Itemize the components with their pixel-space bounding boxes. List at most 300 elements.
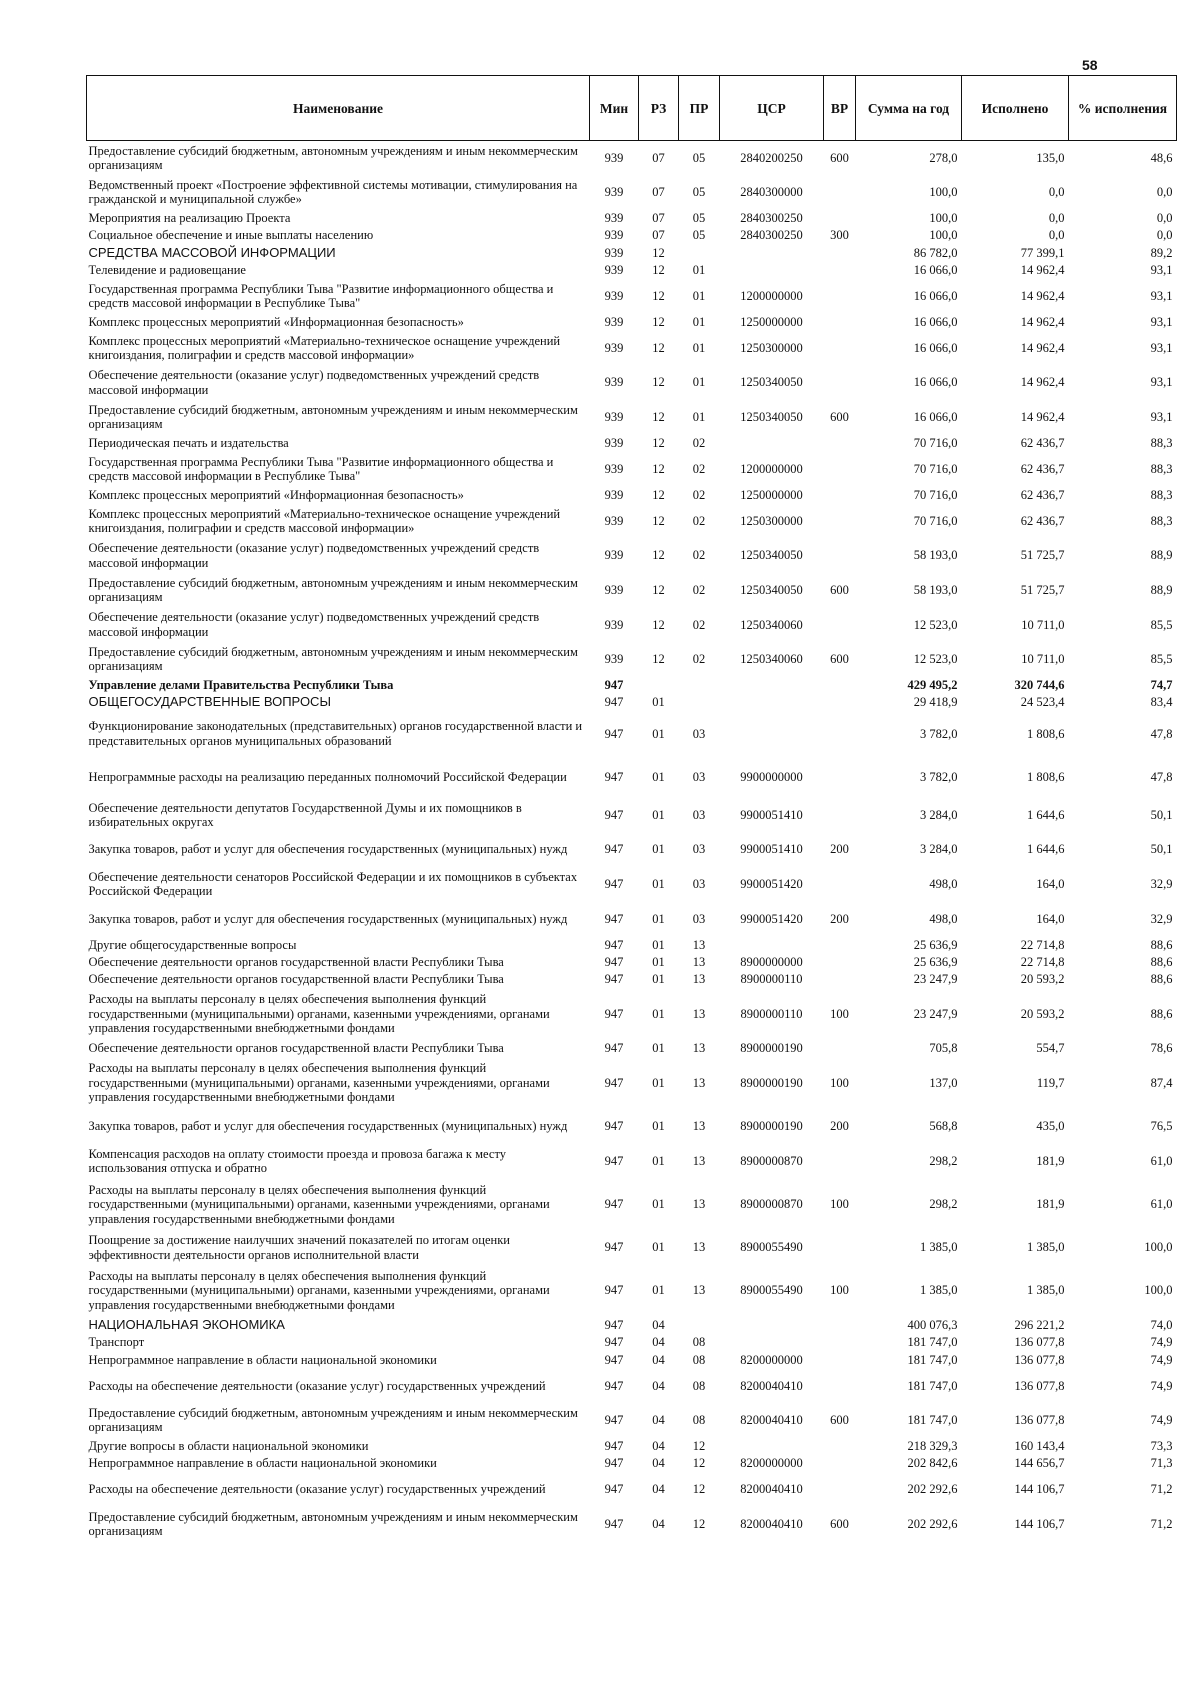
header-csr: ЦСР: [720, 76, 824, 141]
cell-csr: [720, 1438, 824, 1455]
cell-csr: 8900000190: [740, 1119, 803, 1134]
table-row: [87, 504, 1177, 539]
cell-pr: 03: [692, 769, 706, 784]
cell-rz: 04: [652, 1456, 665, 1471]
cell-csr: [720, 1334, 824, 1351]
cell-sum: 16 066,0: [913, 375, 958, 390]
cell-min: 939: [604, 435, 624, 450]
cell-name: Расходы на выплаты персоналу в целях обеспечения выполнения функций государственными (муниципальными) органами, казенными учреждениями, органами управления государственными внебюджетными фондами: [88, 1268, 550, 1312]
cell-percent: 88,6: [1150, 937, 1173, 952]
cell-percent: 71,2: [1150, 1517, 1173, 1531]
cell-sum: 705,8: [929, 1041, 958, 1056]
cell-rz: 04: [652, 1335, 665, 1350]
cell-name: Государственная программа Республики Тыва "Развитие информационного общества и средств массовой информации в Республике Тыва": [88, 281, 554, 311]
cell-percent: 71,3: [1150, 1456, 1173, 1471]
cell-done: 119,7: [1036, 1075, 1065, 1090]
cell-vr: [824, 1472, 856, 1507]
cell-percent: 88,3: [1150, 487, 1173, 502]
cell-sum: 181 747,0: [907, 1413, 958, 1428]
cell-rz: 01: [652, 1075, 665, 1090]
table-row: [87, 227, 1177, 244]
cell-rz: 04: [652, 1482, 665, 1497]
cell-done: 10 711,0: [1021, 652, 1065, 667]
cell-min: 939: [604, 288, 624, 303]
cell-pr: 12: [692, 1517, 706, 1531]
table-row: [87, 1230, 1177, 1265]
cell-percent: 61,0: [1150, 1197, 1173, 1211]
cell-pr: 01: [692, 410, 706, 424]
cell-sum: 23 247,9: [913, 1006, 958, 1021]
cell-done: 181,9: [1036, 1153, 1065, 1168]
cell-pr: 02: [692, 617, 706, 632]
cell-percent: 0,0: [1156, 228, 1173, 243]
cell-name: Компенсация расходов на оплату стоимости проезда и провоза багажа к месту использования отпуска и обратно: [88, 1146, 506, 1176]
cell-rz: 12: [652, 288, 665, 303]
cell-vr: [824, 538, 856, 573]
cell-percent: 73,3: [1150, 1439, 1173, 1454]
cell-rz: 12: [652, 340, 665, 355]
cell-sum: 16 066,0: [913, 340, 958, 355]
cell-vr: [824, 1040, 856, 1057]
cell-sum: 568,8: [929, 1119, 958, 1134]
cell-csr: 8900000870: [740, 1197, 803, 1211]
cell-vr: [824, 504, 856, 539]
cell-pr: 03: [692, 842, 706, 857]
cell-min: 947: [604, 1517, 624, 1531]
cell-min: 947: [604, 1378, 624, 1393]
cell-percent: 88,6: [1150, 1006, 1173, 1021]
cell-min: 947: [604, 1283, 624, 1298]
cell-pr: 13: [692, 1075, 706, 1090]
cell-pr: 02: [692, 582, 706, 597]
cell-pr: 03: [692, 807, 706, 822]
cell-rz: 01: [652, 1041, 665, 1056]
cell-csr: 1200000000: [740, 288, 803, 303]
cell-csr: 8900000190: [740, 1075, 803, 1090]
cell-pr: 02: [692, 487, 706, 502]
header-done: Исполнено: [962, 76, 1069, 141]
cell-csr: 8900055490: [740, 1283, 803, 1298]
cell-csr: 8200040410: [740, 1378, 803, 1393]
cell-percent: 48,6: [1150, 150, 1173, 165]
cell-min: 947: [604, 1153, 624, 1168]
table-row: [87, 1040, 1177, 1057]
cell-pr: 02: [692, 652, 706, 667]
cell-pr: 05: [692, 150, 706, 165]
cell-csr: 9900051410: [740, 842, 803, 857]
cell-sum: 58 193,0: [913, 582, 958, 597]
cell-name: Обеспечение деятельности органов государственной власти Республики Тыва: [88, 1041, 504, 1056]
cell-percent: 93,1: [1150, 340, 1173, 355]
cell-name: Непрограммное направление в области национальной экономики: [88, 1352, 437, 1367]
cell-percent: 32,9: [1150, 877, 1173, 892]
cell-rz: 04: [652, 1318, 665, 1333]
cell-sum: 16 066,0: [913, 314, 958, 329]
table-header-row: [87, 76, 1177, 141]
cell-pr: 03: [692, 877, 706, 892]
table-row: [87, 175, 1177, 210]
cell-sum: 429 495,2: [907, 678, 958, 693]
cell-pr: 02: [692, 548, 706, 563]
cell-vr: [824, 1369, 856, 1404]
cell-sum: 3 782,0: [920, 769, 958, 784]
cell-pr: 05: [692, 211, 706, 226]
cell-vr: 200: [830, 842, 849, 857]
cell-min: 939: [604, 245, 624, 260]
cell-percent: 87,4: [1150, 1075, 1173, 1090]
cell-percent: 47,8: [1150, 769, 1173, 784]
cell-name: Закупка товаров, работ и услуг для обеспечения государственных (муниципальных) нужд: [88, 842, 568, 857]
table-row: [87, 608, 1177, 643]
cell-done: 1 385,0: [1027, 1283, 1065, 1298]
cell-name: Предоставление субсидий бюджетным, автономным учреждениям и иным некоммерческим организациям: [88, 575, 578, 605]
cell-vr: [824, 486, 856, 503]
cell-name: ОБЩЕГОСУДАРСТВЕННЫЕ ВОПРОСЫ: [88, 694, 331, 710]
table-row: [87, 435, 1177, 452]
cell-pr: 08: [692, 1352, 706, 1367]
header-min: Мин: [590, 76, 639, 141]
cell-percent: 93,1: [1150, 262, 1173, 277]
cell-pr: 12: [692, 1482, 706, 1497]
cell-min: 947: [604, 1119, 624, 1134]
cell-csr: [720, 694, 824, 711]
cell-percent: 74,0: [1150, 1318, 1173, 1333]
cell-vr: [824, 331, 856, 366]
cell-min: 939: [604, 228, 624, 243]
cell-done: 1 644,6: [1027, 807, 1065, 822]
cell-sum: 16 066,0: [913, 288, 958, 303]
cell-rz: 01: [652, 1006, 665, 1021]
cell-percent: 100,0: [1144, 1283, 1173, 1298]
cell-csr: 8200040410: [740, 1517, 803, 1531]
cell-min: 947: [604, 842, 624, 857]
cell-pr: 01: [692, 340, 706, 355]
table-row: [87, 452, 1177, 487]
cell-done: 22 714,8: [1020, 937, 1065, 952]
cell-csr: 2840200250: [740, 150, 803, 165]
cell-vr: [824, 798, 856, 833]
cell-percent: 50,1: [1150, 842, 1173, 857]
cell-pr: 13: [692, 937, 706, 952]
header-sum: Сумма на год: [856, 76, 962, 141]
cell-name: Другие вопросы в области национальной экономики: [88, 1439, 369, 1454]
cell-percent: 93,1: [1150, 375, 1173, 390]
cell-name: Транспорт: [88, 1335, 145, 1350]
cell-rz: 07: [652, 150, 665, 165]
cell-vr: [824, 262, 856, 279]
cell-sum: 181 747,0: [907, 1352, 958, 1367]
cell-csr: 1250340060: [740, 652, 803, 667]
header-rz: РЗ: [639, 76, 679, 141]
cell-percent: 88,3: [1150, 435, 1173, 450]
cell-min: 939: [604, 185, 624, 200]
cell-min: 947: [604, 1197, 624, 1211]
cell-csr: 1250300000: [740, 340, 803, 355]
table-row: [87, 1507, 1177, 1542]
cell-min: 947: [604, 695, 624, 710]
cell-min: 939: [604, 211, 624, 226]
cell-done: 1 385,0: [1027, 1240, 1065, 1255]
cell-done: 14 962,4: [1020, 410, 1065, 424]
cell-vr: [824, 711, 856, 756]
cell-csr: 9900000000: [740, 769, 803, 784]
cell-name: Расходы на выплаты персоналу в целях обеспечения выполнения функций государственными (муниципальными) органами, казенными учреждениями, органами управления государственными внебюджетными фондами: [88, 1061, 550, 1105]
table-row: [87, 867, 1177, 902]
cell-vr: [824, 677, 856, 694]
cell-name: Предоставление субсидий бюджетным, автономным учреждениям и иным некоммерческим организациям: [88, 644, 578, 674]
cell-vr: [824, 313, 856, 330]
cell-done: 435,0: [1036, 1119, 1065, 1134]
cell-vr: [824, 756, 856, 798]
cell-csr: 1250300000: [740, 513, 803, 528]
cell-sum: 400 076,3: [907, 1318, 958, 1333]
cell-csr: 8900000000: [740, 954, 803, 969]
cell-rz: 12: [652, 487, 665, 502]
cell-min: 947: [604, 769, 624, 784]
cell-csr: [720, 244, 824, 261]
cell-min: 947: [604, 1006, 624, 1021]
table-row: [87, 832, 1177, 867]
cell-name: Расходы на обеспечение деятельности (оказание услуг) государственных учреждений: [88, 1378, 546, 1393]
cell-name: Обеспечение деятельности (оказание услуг) подведомственных учреждений средств массовой информации: [88, 541, 540, 570]
cell-percent: 83,4: [1150, 695, 1173, 710]
table-row: [87, 1334, 1177, 1351]
cell-rz: 04: [652, 1378, 665, 1393]
cell-percent: 61,0: [1150, 1153, 1173, 1168]
table-row: [87, 1109, 1177, 1144]
cell-vr: 200: [830, 911, 849, 926]
cell-name: Обеспечение деятельности органов государственной власти Республики Тыва: [88, 972, 504, 987]
cell-name: Расходы на выплаты персоналу в целях обеспечения выполнения функций государственными (муниципальными) органами, казенными учреждениями, органами управления государственными внебюджетными фондами: [88, 992, 550, 1036]
cell-rz: 12: [652, 582, 665, 597]
cell-done: 136 077,8: [1014, 1413, 1065, 1428]
cell-rz: 01: [652, 1240, 665, 1255]
cell-sum: 298,2: [929, 1197, 958, 1211]
cell-done: 62 436,7: [1020, 461, 1065, 476]
cell-done: 20 593,2: [1020, 972, 1065, 987]
cell-rz: 12: [652, 513, 665, 528]
cell-csr: [720, 1317, 824, 1334]
cell-name: Расходы на выплаты персоналу в целях обеспечения выполнения функций государственными (муниципальными) органами, казенными учреждениями, органами управления государственными внебюджетными фондами: [88, 1182, 550, 1226]
cell-done: 144 106,7: [1014, 1517, 1065, 1531]
cell-min: 939: [604, 314, 624, 329]
cell-vr: [824, 365, 856, 400]
cell-pr: 02: [692, 461, 706, 476]
cell-pr: 13: [692, 1006, 706, 1021]
cell-vr: 300: [830, 228, 849, 243]
cell-vr: [824, 452, 856, 487]
cell-sum: 181 747,0: [907, 1335, 958, 1350]
cell-done: 296 221,2: [1014, 1318, 1065, 1333]
cell-percent: 0,0: [1156, 211, 1173, 226]
cell-sum: 1 385,0: [920, 1283, 958, 1298]
cell-sum: 1 385,0: [920, 1240, 958, 1255]
cell-rz: 07: [652, 185, 665, 200]
cell-sum: 70 716,0: [913, 513, 958, 528]
cell-name: Обеспечение деятельности депутатов Государственной Думы и их помощников в избирательных округах: [88, 800, 522, 830]
cell-rz: 01: [652, 972, 665, 987]
cell-percent: 74,9: [1150, 1352, 1173, 1367]
cell-rz: 04: [652, 1517, 665, 1531]
cell-rz: 01: [652, 695, 665, 710]
cell-min: 947: [604, 937, 624, 952]
table-row: [87, 1351, 1177, 1368]
cell-done: 14 962,4: [1020, 340, 1065, 355]
cell-pr: 01: [692, 262, 706, 277]
cell-name: Комплекс процессных мероприятий «Информационная безопасность»: [88, 314, 464, 329]
cell-percent: 93,1: [1150, 410, 1173, 424]
cell-vr: [824, 608, 856, 643]
cell-vr: 600: [830, 150, 849, 165]
cell-percent: 100,0: [1144, 1240, 1173, 1255]
cell-rz: 12: [652, 314, 665, 329]
cell-rz: 01: [652, 842, 665, 857]
cell-percent: 74,9: [1150, 1335, 1173, 1350]
cell-done: 77 399,1: [1020, 245, 1065, 260]
cell-done: 1 808,6: [1027, 726, 1065, 741]
cell-name: Обеспечение деятельности сенаторов Российской Федерации и их помощников в субъектах Российской Федерации: [88, 869, 578, 899]
cell-min: 939: [604, 375, 624, 390]
cell-csr: 1200000000: [740, 461, 803, 476]
cell-vr: [824, 936, 856, 953]
cell-percent: 88,3: [1150, 461, 1173, 476]
cell-pr: 05: [692, 228, 706, 243]
cell-rz: 01: [652, 937, 665, 952]
cell-name: Обеспечение деятельности (оказание услуг) подведомственных учреждений средств массовой информации: [88, 610, 540, 639]
cell-pr: 01: [692, 314, 706, 329]
cell-rz: 04: [652, 1413, 665, 1428]
cell-pr: 13: [692, 954, 706, 969]
cell-rz: 12: [652, 410, 665, 424]
table-row: [87, 711, 1177, 756]
cell-csr: [720, 435, 824, 452]
cell-pr: [679, 677, 720, 694]
cell-percent: 76,5: [1150, 1119, 1173, 1134]
cell-rz: 12: [652, 375, 665, 390]
cell-csr: 8900000190: [740, 1041, 803, 1056]
cell-rz: 01: [652, 954, 665, 969]
table-row: [87, 400, 1177, 435]
cell-pr: 13: [692, 1041, 706, 1056]
table-row: [87, 1438, 1177, 1455]
cell-csr: 9900051420: [740, 911, 803, 926]
cell-done: 0,0: [1048, 228, 1065, 243]
cell-vr: 600: [830, 410, 849, 424]
cell-csr: 8900000110: [740, 1006, 803, 1021]
table-row: [87, 1265, 1177, 1317]
cell-csr: 1250000000: [740, 487, 803, 502]
cell-done: 24 523,4: [1020, 695, 1065, 710]
cell-rz: 04: [652, 1439, 665, 1454]
cell-sum: 16 066,0: [913, 410, 958, 424]
cell-vr: [824, 953, 856, 970]
cell-done: 144 656,7: [1014, 1456, 1065, 1471]
cell-min: 939: [604, 340, 624, 355]
cell-name: Управление делами Правительства Республики Тыва: [88, 678, 394, 693]
cell-done: 51 725,7: [1020, 582, 1065, 597]
cell-done: 10 711,0: [1021, 617, 1065, 632]
cell-done: 0,0: [1048, 211, 1065, 226]
cell-done: 135,0: [1036, 150, 1065, 165]
cell-vr: 100: [830, 1075, 849, 1090]
cell-name: СРЕДСТВА МАССОВОЙ ИНФОРМАЦИИ: [88, 244, 336, 260]
cell-pr: 08: [692, 1413, 706, 1428]
cell-sum: 100,0: [929, 228, 958, 243]
cell-pr: [679, 694, 720, 711]
cell-percent: 85,5: [1150, 617, 1173, 632]
cell-rz: [639, 677, 679, 694]
table-row: [87, 1057, 1177, 1109]
cell-csr: 1250340050: [740, 582, 803, 597]
table-row: [87, 1317, 1177, 1334]
cell-vr: 100: [830, 1006, 849, 1021]
cell-done: 22 714,8: [1020, 954, 1065, 969]
table-body: [87, 141, 1177, 1542]
cell-vr: [824, 279, 856, 314]
cell-name: Закупка товаров, работ и услуг для обеспечения государственных (муниципальных) нужд: [88, 1119, 568, 1134]
table-row: [87, 573, 1177, 608]
cell-name: Комплекс процессных мероприятий «Материально-техническое оснащение учреждений книгоиздания, полиграфии и средств массовой информации»: [88, 506, 561, 536]
cell-done: 20 593,2: [1020, 1006, 1065, 1021]
table-row: [87, 988, 1177, 1040]
table-row: [87, 1455, 1177, 1472]
cell-rz: 01: [652, 769, 665, 784]
cell-done: 14 962,4: [1020, 262, 1065, 277]
cell-pr: 13: [692, 1240, 706, 1255]
budget-table: [86, 75, 1177, 1542]
cell-done: 181,9: [1036, 1197, 1065, 1211]
cell-min: 939: [604, 262, 624, 277]
cell-min: 947: [604, 877, 624, 892]
cell-name: Другие общегосударственные вопросы: [88, 937, 297, 952]
cell-min: 939: [604, 617, 624, 632]
cell-percent: 93,1: [1150, 314, 1173, 329]
cell-vr: [824, 971, 856, 988]
cell-percent: 78,6: [1150, 1041, 1173, 1056]
cell-name: Периодическая печать и издательства: [88, 435, 289, 450]
cell-min: 947: [604, 1352, 624, 1367]
cell-sum: 3 782,0: [920, 726, 958, 741]
cell-vr: 200: [830, 1119, 849, 1134]
header-vr: ВР: [824, 76, 856, 141]
cell-name: Комплекс процессных мероприятий «Материально-техническое оснащение учреждений книгоиздания, полиграфии и средств массовой информации»: [88, 333, 561, 363]
cell-min: 947: [604, 1335, 624, 1350]
cell-csr: 8900000110: [740, 972, 803, 987]
cell-csr: 9900051420: [740, 877, 803, 892]
cell-sum: 29 418,9: [913, 695, 958, 710]
cell-vr: [824, 244, 856, 261]
cell-done: 320 744,6: [1014, 678, 1065, 693]
cell-done: 14 962,4: [1020, 288, 1065, 303]
cell-sum: 16 066,0: [913, 262, 958, 277]
cell-name: Предоставление субсидий бюджетным, автономным учреждениям и иным некоммерческим организациям: [88, 1405, 578, 1435]
cell-rz: 01: [652, 877, 665, 892]
cell-csr: 8200000000: [740, 1456, 803, 1471]
cell-min: 947: [604, 726, 624, 741]
cell-percent: 88,9: [1150, 548, 1173, 563]
table-row: [87, 798, 1177, 833]
cell-csr: [720, 262, 824, 279]
cell-csr: 1250000000: [740, 314, 803, 329]
cell-min: 939: [604, 513, 624, 528]
table-row: [87, 677, 1177, 694]
cell-name: Расходы на обеспечение деятельности (оказание услуг) государственных учреждений: [88, 1482, 546, 1497]
cell-csr: 8200040410: [740, 1413, 803, 1428]
table-row: [87, 365, 1177, 400]
cell-done: 136 077,8: [1014, 1335, 1065, 1350]
cell-sum: 70 716,0: [913, 435, 958, 450]
cell-done: 1 644,6: [1027, 842, 1065, 857]
